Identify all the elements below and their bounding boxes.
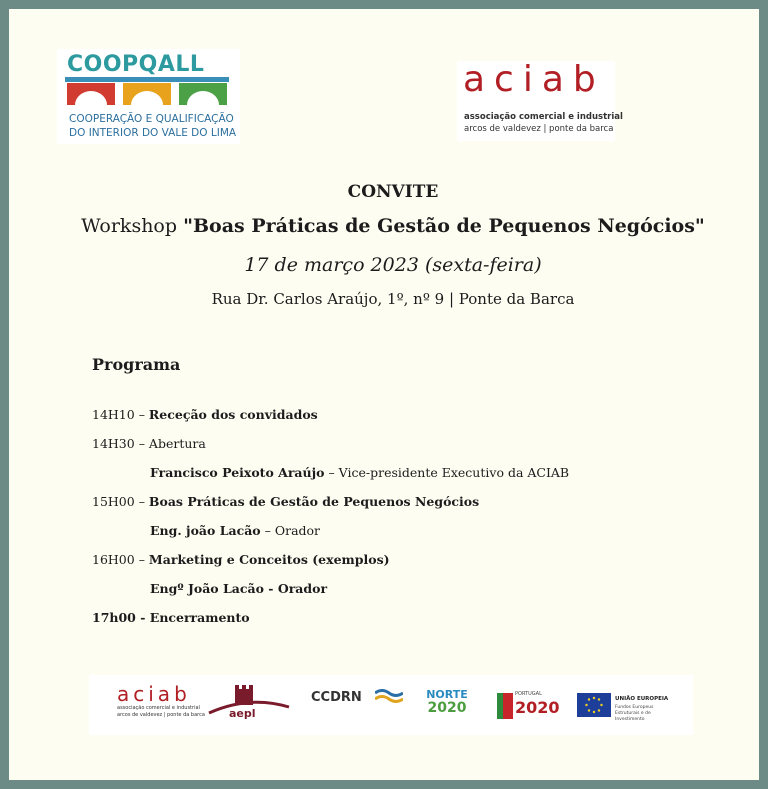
footer-portugal2020-logo (497, 683, 561, 727)
schedule-separator: – (134, 552, 149, 567)
schedule-time: 14H10 (92, 407, 135, 422)
schedule-speaker (150, 581, 327, 596)
coopqall-subtitle-line1: COOPERAÇÃO E QUALIFICAÇÃO (69, 113, 234, 125)
workshop-title (9, 215, 768, 237)
schedule-item (92, 436, 206, 451)
event-date: 17 de março 2023 (sexta-feira) (244, 254, 542, 276)
eu-flag-icon (577, 693, 611, 717)
footer-aciab-logo (117, 682, 205, 727)
footer-aepl-name: aepl (229, 707, 256, 720)
coopqall-logo-name: COOPQALL (67, 52, 205, 77)
castle-icon (205, 683, 293, 727)
portugal-flag-icon (497, 693, 513, 719)
footer-portugal-line1: PORTUGAL (515, 691, 542, 697)
bridge-arches-icon (65, 77, 233, 107)
schedule-text: Boas Práticas de Gestão de Pequenos Negócios (148, 494, 480, 509)
workshop-name: "Boas Práticas de Gestão de Pequenos Negócios" (183, 215, 705, 237)
schedule-item (92, 494, 479, 509)
workshop-prefix: Workshop (81, 215, 184, 237)
schedule-item (92, 552, 390, 567)
schedule-item (92, 407, 318, 422)
schedule-text: Abertura (148, 436, 206, 451)
schedule-separator: – (134, 494, 149, 509)
footer-norte-line1: NORTE (426, 688, 468, 701)
schedule-text: Encerramento (149, 610, 250, 625)
speaker-name: Francisco Peixoto Araújo (150, 465, 325, 480)
footer-eu-logo (577, 683, 677, 727)
coopqall-logo-subtitle (69, 112, 236, 140)
eu-stars-icon (577, 693, 611, 717)
coopqall-subtitle-line2: DO INTERIOR DO VALE DO LIMA (69, 127, 237, 139)
schedule-time: 15H00 (92, 494, 135, 509)
coopqall-logo (57, 49, 240, 144)
footer-eu-line2: Fundos Europeus Estruturais e de Investimento (615, 705, 654, 722)
schedule-speaker (150, 465, 569, 480)
footer-ccdrn-logo (311, 683, 403, 727)
schedule-time: 16H00 (92, 552, 135, 567)
schedule-separator: – (134, 407, 149, 422)
footer-ccdrn-name: CCDRN (311, 690, 362, 705)
aciab-logo-name: aciab (463, 59, 605, 100)
invite-heading: CONVITE (347, 182, 439, 202)
footer-aciab-name: aciab (117, 682, 191, 706)
schedule-text: Receção dos convidados (148, 407, 318, 422)
schedule-speaker (150, 523, 320, 538)
footer-norte-line2: 2020 (427, 700, 467, 716)
schedule-item (92, 610, 250, 625)
schedule-separator: – (134, 436, 149, 451)
schedule-text: Marketing e Conceitos (exemplos) (148, 552, 390, 567)
aciab-logo-line1: associação comercial e industrial (464, 112, 623, 122)
footer-aepl-logo (205, 683, 293, 727)
footer-portugal-line2: 2020 (515, 698, 560, 717)
waves-icon (375, 689, 403, 705)
footer-aciab-line2: arcos de valdevez | ponte da barca (117, 712, 205, 718)
schedule-time: 14H30 (92, 436, 135, 451)
footer-eu-line1: UNIÃO EUROPEIA (615, 696, 669, 702)
sponsor-logos-bar (89, 675, 693, 735)
aciab-logo (457, 59, 623, 141)
event-address: Rua Dr. Carlos Araújo, 1º, nº 9 | Ponte da Barca (211, 290, 575, 308)
footer-norte2020-logo (419, 683, 475, 727)
aciab-logo-line2: arcos de valdevez | ponte da barca (464, 124, 614, 134)
speaker-role: – Orador (260, 523, 321, 538)
speaker-name: Engº João Lacão - Orador (150, 581, 328, 596)
speaker-name: Eng. joão Lacão (150, 523, 261, 538)
footer-aciab-line1: associação comercial e industrial (117, 705, 200, 711)
speaker-role: – Vice-presidente Executivo da ACIAB (324, 465, 570, 480)
programa-title: Programa (92, 355, 181, 374)
schedule-separator: - (135, 610, 150, 625)
schedule-time: 17h00 (92, 610, 136, 625)
